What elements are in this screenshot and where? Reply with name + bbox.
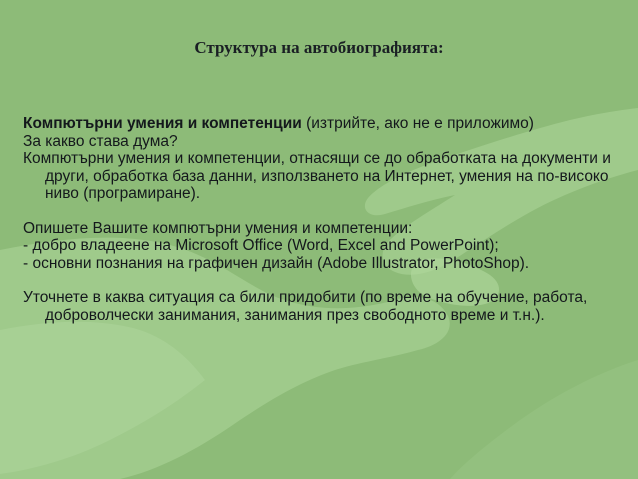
slide-content xyxy=(23,115,623,324)
clarify-paragraph: Уточнете в каква ситуация са били придобити (по време на обучение, работа, доброволчески занимания, занимания през свободното време и т.н.). xyxy=(23,289,588,324)
describe-prompt: Опишете Вашите компютърни умения и компетенции: xyxy=(23,219,413,237)
skill-item: - добро владеене на Microsoft Office (Word, Excel and PowerPoint); xyxy=(23,237,499,254)
section-heading-bold: Компютърни умения и компетенции xyxy=(23,115,302,132)
skill-item: - основни познания на графичен дизайн (Adobe Illustrator, PhotoShop). xyxy=(23,254,530,272)
spacer xyxy=(23,272,623,289)
section-heading-note: (изтрийте, ако не е приложимо) xyxy=(301,115,534,132)
slide-title: Структура на автобиографията: xyxy=(194,38,444,57)
question-line: За какво става дума? xyxy=(23,132,178,150)
description-paragraph: Компютърни умения и компетенции, отнасящи се до обработката на документи и други, обработка база данни, използването на Интернет, умения на по-високо ниво (програмиране). xyxy=(23,150,611,202)
bottom-right-sweep xyxy=(450,360,638,479)
spacer xyxy=(23,203,623,220)
section-heading xyxy=(23,115,623,133)
